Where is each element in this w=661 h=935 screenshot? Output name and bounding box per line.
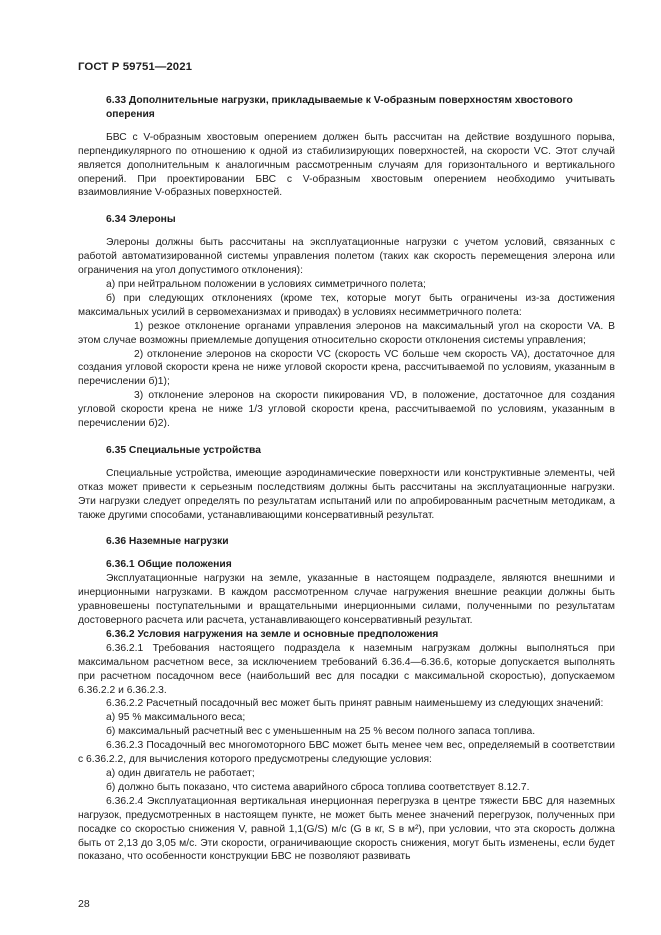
paragraph: 6.36.2.4 Эксплуатационная вертикальная инерционная перегрузка в центре тяжести БВС для наземных нагрузок, предусмотренных в настоящем пункте, не может быть менее значений перегрузок, полученных при посадке со скоростью снижения V, равной 1,1(G/S) м/с (G в кг, S в м²), при условии, что эта скорость должна быть от 2,13 до 3,05 м/с. Эти скорости, ограничивающие скорость снижения, могут быть изменены, если будет показано, что особенности конструкции БВС не позволяют развивать <box>78 795 615 863</box>
paragraph: 6.36.2.3 Посадочный вес многомоторного БВС может быть менее чем вес, определяемый в соответствии с 6.36.2.2, для вычисления которого предусмотрены следующие условия: <box>78 740 615 766</box>
section-title-6-34: 6.34 Элероны <box>106 214 176 226</box>
list-item: б) при следующих отклонениях (кроме тех, которые могут быть ограничены из-за достижения максимальных усилий в сервомеханизмах и приводах) в условиях несимметричного полета: <box>78 292 615 318</box>
list-item: а) один двигатель не работает; <box>106 767 255 779</box>
list-item: а) 95 % максимального веса; <box>106 712 246 724</box>
paragraph: 6.36.2.1 Требования настоящего подраздела к наземным нагрузкам должны выполняться при максимальном расчетном весе, за исключением требований 6.36.4—6.36.6, которые допускается выполнять при расчетном посадочном весе (наибольший вес для посадки с максимальной скоростью), допускаемом 6.36.2.2 и 6.36.2.3. <box>78 642 615 696</box>
section-title-6-33: 6.33 Дополнительные нагрузки, прикладываемые к V-образным поверхностям хвостового <box>106 95 573 106</box>
list-item: 3) отклонение элеронов на скорости пикирования VD, в положение, достаточное для создания угловой скорости крена не ниже 1/3 угловой скорости крена, рассчитываемой по условиям, указанным в перечислении б)2). <box>78 390 615 430</box>
section-title-6-36: 6.36 Наземные нагрузки <box>106 536 229 548</box>
section-title-6-35: 6.35 Специальные устройства <box>106 444 261 456</box>
paragraph: Специальные устройства, имеющие аэродинамические поверхности или конструктивные элементы, чей отказ может привести к серьезным последствиям должны быть рассчитаны на эксплуатационные нагрузки. Эти нагрузки следует определять по результатам испытаний или по апробированным расчетным методикам, а также другими способами, устанавливающими консервативный результат. <box>78 467 615 521</box>
paragraph: Элероны должны быть рассчитаны на эксплуатационные нагрузки с учетом условий, связанных с работой автоматизированной системы управления полетом (таких как скорость перемещения элерона или ограничения на угол допустимого отклонения): <box>78 237 615 277</box>
paragraph: БВС с V-образным хвостовым оперением должен быть рассчитан на действие воздушного порыва, перпендикулярного по отношению к одной из стабилизирующих поверхностей, на скорости VC. Этот случай является дополнительным к аналогичным рассмотренным случаям для горизонтального и вертикального оперений. При проектировании БВС с V-образным хвостовым оперением необходимо учитывать взаимовлияние V-образных поверхностей. <box>78 131 615 199</box>
section-title-6-33-cont: оперения <box>106 108 155 120</box>
paragraph: 6.36.2.2 Расчетный посадочный вес может быть принят равным наименьшему из следующих значений: <box>106 698 604 710</box>
document-header: ГОСТ Р 59751—2021 <box>78 61 193 73</box>
list-item: б) должно быть показано, что система аварийного сброса топлива соответствует 8.12.7. <box>106 781 530 793</box>
subsection-title-6-36-1: 6.36.1 Общие положения <box>106 559 232 571</box>
list-item: а) при нейтральном положении в условиях симметричного полета; <box>106 278 426 290</box>
list-item: 1) резкое отклонение органами управления элеронов на максимальный угол на скорости VA. В этом случае возможны приемлемые допущения относительно скорости отклонения системы управления; <box>78 320 615 346</box>
document-body <box>78 92 615 864</box>
list-item: 2) отклонение элеронов на скорости VC (скорость VC больше чем скорость VA), достаточное для создания угловой скорости крена не ниже угловой скорости крена, рассчитываемой по условиям, указанным в перечислении б)1); <box>78 348 615 388</box>
paragraph: Эксплуатационные нагрузки на земле, указанные в настоящем подразделе, являются внешними и инерционными нагрузками. В каждом рассмотренном случае нагружения внешние реакции должны быть уравновешены поступательными и вращательными инерционными силами, полученными по результатам достоверного расчета или расчета, устанавливающего консервативный результат. <box>78 573 615 626</box>
list-item: б) максимальный расчетный вес с уменьшенным на 25 % весом полного запаса топлива. <box>106 726 536 738</box>
page-number: 28 <box>78 898 90 910</box>
subsection-title-6-36-2: 6.36.2 Условия нагружения на земле и основные предположения <box>106 628 439 640</box>
